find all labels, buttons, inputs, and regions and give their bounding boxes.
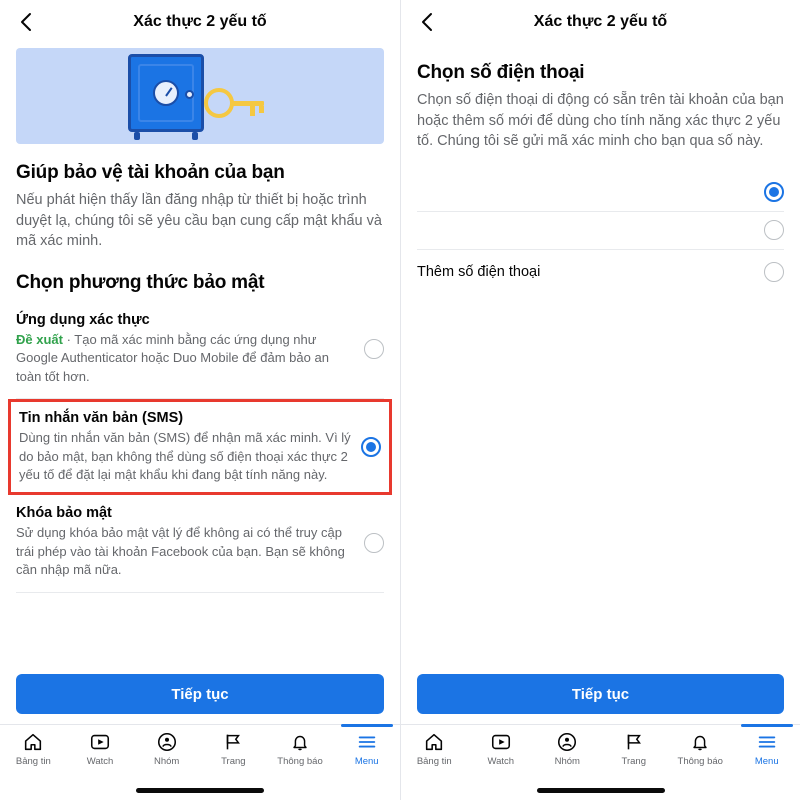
phone-row[interactable] — [417, 174, 784, 212]
radio-phone-1[interactable] — [764, 182, 784, 202]
left-body — [0, 44, 400, 674]
nav-item-nhom[interactable] — [133, 731, 200, 767]
option-text-message-sms[interactable] — [8, 399, 392, 495]
nav-label: Trang — [621, 756, 646, 767]
nav-label: Nhóm — [154, 756, 180, 767]
key-icon — [204, 88, 266, 118]
nav-label: Nhóm — [554, 756, 580, 767]
nav-label: Menu — [754, 756, 779, 767]
groups-icon — [556, 731, 578, 753]
home-indicator — [401, 780, 800, 800]
option-description — [16, 331, 354, 386]
option-description: Sử dụng khóa bảo mật vật lý để không ai có thể truy cập trái phép vào tài khoản Facebook của bạn. Bạn sẽ không cần nhập mã nữa. — [16, 525, 345, 578]
nav-label: Watch — [86, 756, 114, 767]
nav-item-bang-tin[interactable] — [401, 731, 468, 767]
home-indicator — [0, 780, 400, 800]
safe-dial-icon — [153, 80, 179, 106]
back-button[interactable] — [12, 8, 40, 36]
option-title: Khóa bảo mật — [16, 505, 112, 522]
hamburger-menu-icon — [356, 731, 378, 753]
nav-item-watch[interactable] — [67, 731, 134, 767]
nav-item-bang-tin[interactable] — [0, 731, 67, 767]
option-title: Ứng dụng xác thực — [16, 311, 150, 328]
left-cta-wrap — [0, 674, 400, 724]
continue-button[interactable]: Tiếp tục — [16, 674, 384, 714]
left-header — [0, 0, 400, 44]
flag-icon — [623, 731, 645, 753]
screen-choose-phone-number — [400, 0, 800, 800]
option-texts — [16, 312, 364, 386]
page-title: Xác thực 2 yếu tố — [533, 13, 668, 30]
option-description-text: · Tạo mã xác minh bằng các ứng dụng như Google Authenticator hoặc Duo Mobile để đảm bảo an toàn tốt hơn. — [16, 331, 329, 384]
bell-icon — [289, 731, 311, 753]
option-description: Dùng tin nhắn văn bản (SMS) để nhận mã xác minh. Vì lý do bảo mật, bạn không thể dùng số điện thoại xác thực 2 yếu tố để đặt lại mật khẩu khi đang bật tính năng này. — [19, 430, 351, 482]
phone-row[interactable] — [417, 212, 784, 250]
nav-active-indicator — [741, 724, 793, 727]
continue-button[interactable]: Tiếp tục — [417, 674, 784, 714]
safe-with-key-illustration — [16, 48, 384, 144]
radio-security-key[interactable] — [364, 533, 384, 553]
radio-add-phone[interactable] — [764, 262, 784, 282]
phone-number-list — [417, 174, 784, 294]
recommended-badge: Đề xuất — [16, 331, 63, 347]
chevron-left-icon — [20, 12, 32, 32]
safe-knob-icon — [185, 90, 194, 99]
nav-item-trang[interactable] — [200, 731, 267, 767]
methods-title: Chọn phương thức bảo mật — [16, 271, 265, 293]
option-texts — [16, 505, 364, 579]
nav-item-menu[interactable] — [333, 731, 400, 767]
option-authenticator-app[interactable] — [16, 302, 384, 399]
option-texts — [19, 410, 361, 484]
flag-icon — [222, 731, 244, 753]
nav-active-indicator — [341, 724, 393, 727]
safe-legs — [128, 132, 204, 140]
option-security-key[interactable] — [16, 495, 384, 592]
add-phone-label: Thêm số điện thoại — [417, 263, 541, 280]
intro-title: Chọn số điện thoại — [417, 62, 585, 83]
security-method-list — [16, 302, 384, 593]
bottom-nav-left — [0, 724, 400, 780]
nav-item-thong-bao[interactable] — [667, 731, 734, 767]
add-phone-row[interactable] — [417, 250, 784, 294]
safe-icon — [128, 54, 204, 132]
radio-phone-2[interactable] — [764, 220, 784, 240]
chevron-left-icon — [421, 12, 433, 32]
hamburger-menu-icon — [756, 731, 778, 753]
page-title: Xác thực 2 yếu tố — [133, 13, 267, 30]
nav-item-thong-bao[interactable] — [267, 731, 334, 767]
nav-item-trang[interactable] — [601, 731, 668, 767]
nav-label: Bảng tin — [15, 756, 51, 767]
right-header — [401, 0, 800, 44]
radio-authenticator-app[interactable] — [364, 339, 384, 359]
back-button[interactable] — [413, 8, 441, 36]
video-play-icon — [490, 731, 512, 753]
nav-label: Watch — [487, 756, 515, 767]
nav-label: Trang — [221, 756, 246, 767]
right-cta-wrap — [401, 674, 800, 724]
radio-text-message-sms[interactable] — [361, 437, 381, 457]
video-play-icon — [89, 731, 111, 753]
bottom-nav-right — [401, 724, 800, 780]
nav-label: Thông báo — [277, 756, 323, 767]
bell-icon — [689, 731, 711, 753]
nav-item-nhom[interactable] — [534, 731, 601, 767]
right-body — [401, 44, 800, 674]
nav-item-menu[interactable] — [734, 731, 800, 767]
home-icon — [22, 731, 44, 753]
nav-label: Bảng tin — [416, 756, 452, 767]
intro-text: Nếu phát hiện thấy lần đăng nhập từ thiết bị hoặc trình duyệt lạ, chúng tôi sẽ yêu cầu bạn cung cấp mật khẩu và mã xác minh. — [16, 192, 382, 250]
intro-text: Chọn số điện thoại di động có sẵn trên tài khoản của bạn hoặc thêm số mới để dùng cho tính năng xác thực 2 yếu tố. Chúng tôi sẽ gửi mã xác minh cho bạn qua số này. — [417, 92, 784, 150]
nav-item-watch[interactable] — [468, 731, 535, 767]
home-icon — [423, 731, 445, 753]
nav-label: Menu — [354, 756, 379, 767]
intro-title: Giúp bảo vệ tài khoản của bạn — [16, 162, 285, 183]
groups-icon — [156, 731, 178, 753]
nav-label: Thông báo — [677, 756, 723, 767]
option-title: Tin nhắn văn bản (SMS) — [19, 410, 184, 427]
